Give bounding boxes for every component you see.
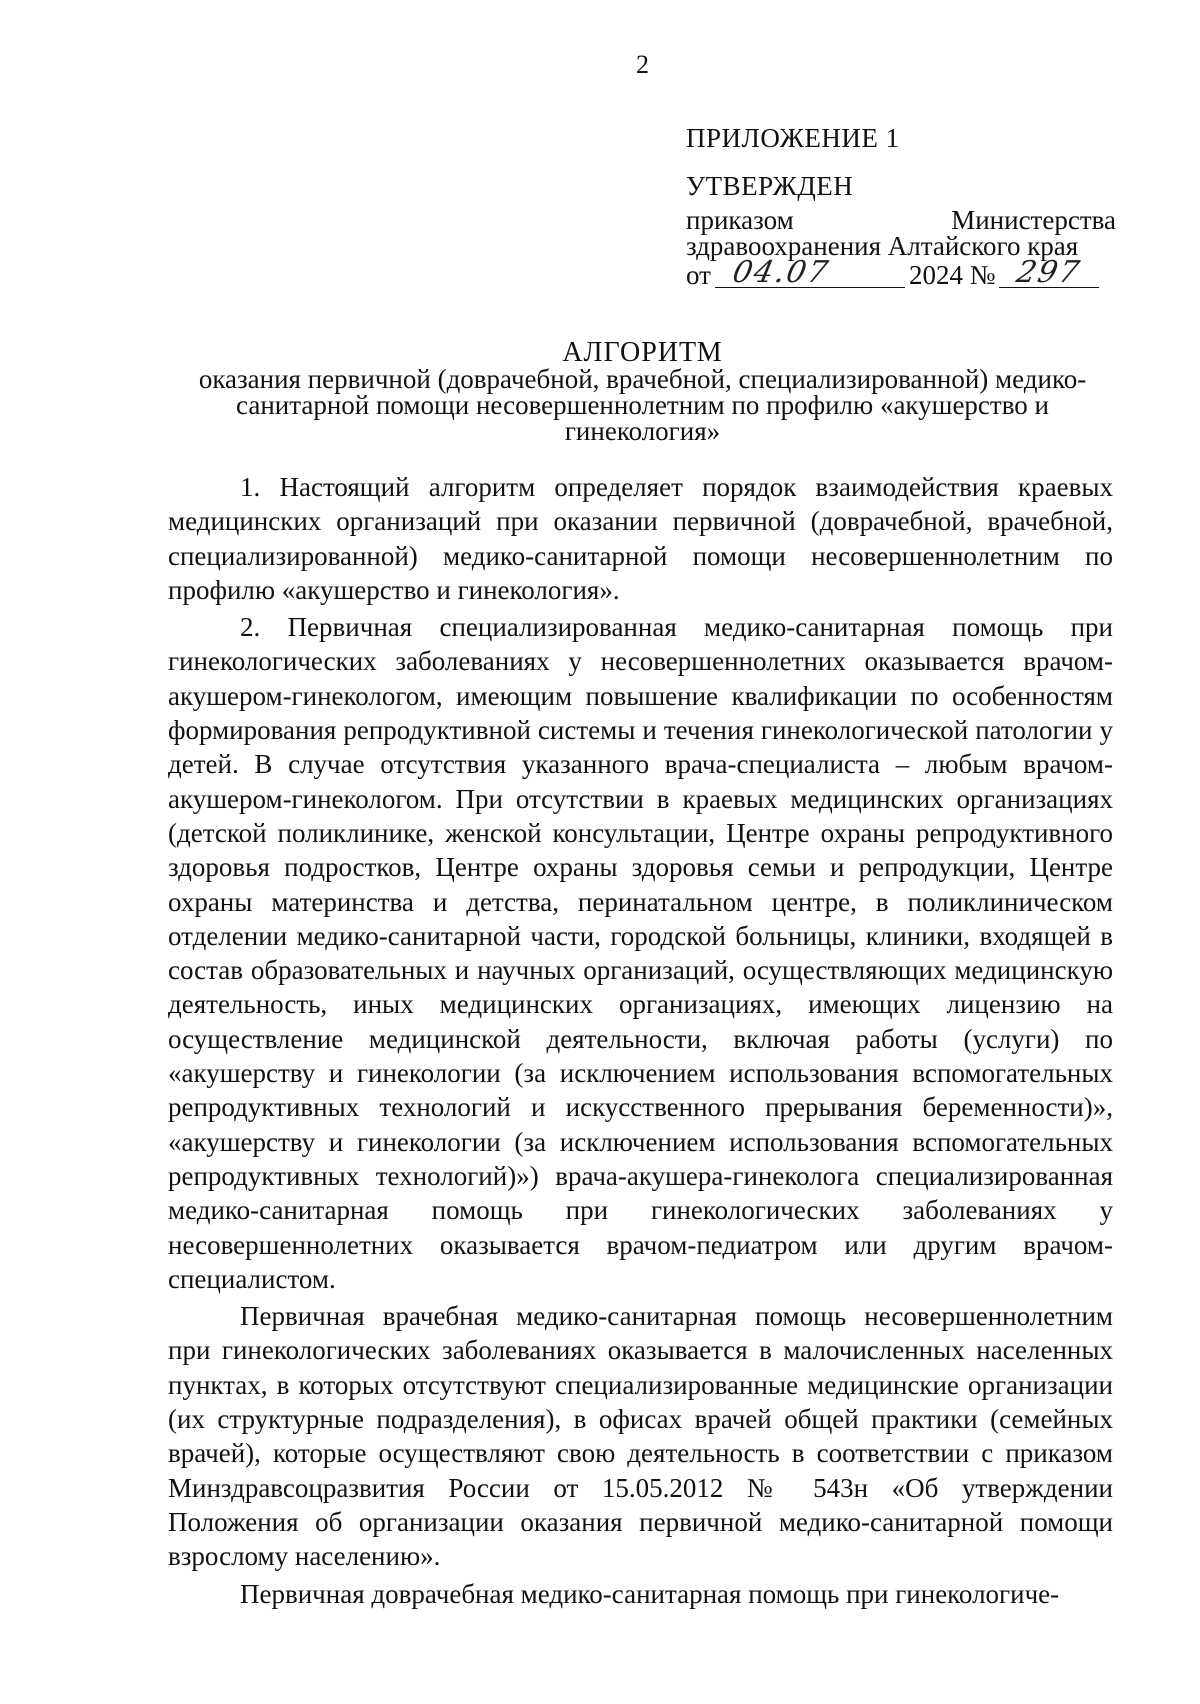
order-year: 2024 № [908,260,996,290]
order-text: приказом Министерства здравоохранения Алтайского края [686,205,1116,261]
date-prefix: от [686,260,711,290]
handwritten-date: 04.07 [729,255,833,290]
order-date-line [686,255,1116,290]
document-title-block [165,337,1120,446]
document-body [168,470,1113,1611]
date-field [715,255,905,290]
paragraph: Первичная доврачебная медико-санитарная помощь при гинекологиче- [240,1578,1060,1609]
appendix-label: ПРИЛОЖЕНИЕ 1 [686,123,900,153]
number-field [999,255,1099,290]
paragraph: Первичная врачебная медико-санитарная помощь несовершеннолетним при гинекологических заболеваниях оказывается в малочисленных населенных пунктах, в которых отсутствуют специализированные медицинские организации (их структурные подразделения), в офисах врачей общей практики (семейных врачей), которые осуществляют свою деятельность в соответствии с приказом Минздравсоцразвития России от 15.05.2012 № 543н «Об утверждении Положения об организации оказания первичной медико-санитарной помощи взрослому населению». [168,1301,1113,1572]
paragraph: 2. Первичная специализированная медико-санитарная помощь при гинекологических заболеваниях у несовершеннолетних оказывается врачом-акушером-гинекологом, имеющим повышение квалификации по особенностям формирования репродуктивной системы и течения гинекологической патологии у детей. В случае отсутствия указанного врача-специалиста – любым врачом-акушером-гинекологом. При отсутствии в краевых медицинских организациях (детской поликлинике, женской консультации, Центре охраны репродуктивного здоровья подростков, Центре охраны здоровья семьи и репродукции, Центре охраны материнства и детства, перинатальном центре, в поликлиническом отделении медико-санитарной части, городской больницы, клиники, входящей в состав образовательных и научных организаций, осуществляющих медицинскую деятельность, иных медицинских организациях, имеющих лицензию на осуществление медицинской деятельности, включая работы (услуги) по «акушерству и гинекологии (за исключением использования вспомогательных репродуктивных технологий и искусственного прерывания беременности)», «акушерству и гинекологии (за исключением использования вспомогательных репродуктивных технологий)») врача-акушера-гинеколога специализированная медико-санитарная помощь при гинекологических заболеваниях у несовершеннолетних оказывается врачом-педиатром или другим врачом-специалистом. [168,612,1113,1294]
paragraph: 1. Настоящий алгоритм определяет порядок взаимодействия краевых медицинских организаций при оказании первичной (доврачебной, врачебной, специализированной) медико-санитарной помощи несовершеннолетним по профилю «акушерство и гинекология». [168,472,1113,605]
page-number: 2 [636,50,649,79]
approved-label: УТВЕРЖДЕН [686,171,854,201]
handwritten-number: 297 [1013,255,1085,290]
document-subtitle: оказания первичной (доврачебной, врачебной, специализированной) медико-санитарной помощи несовершеннолетним по профилю «акушерство и гинекология» [198,364,1087,446]
approval-block [686,125,1116,288]
document-title: АЛГОРИТМ [562,337,723,368]
